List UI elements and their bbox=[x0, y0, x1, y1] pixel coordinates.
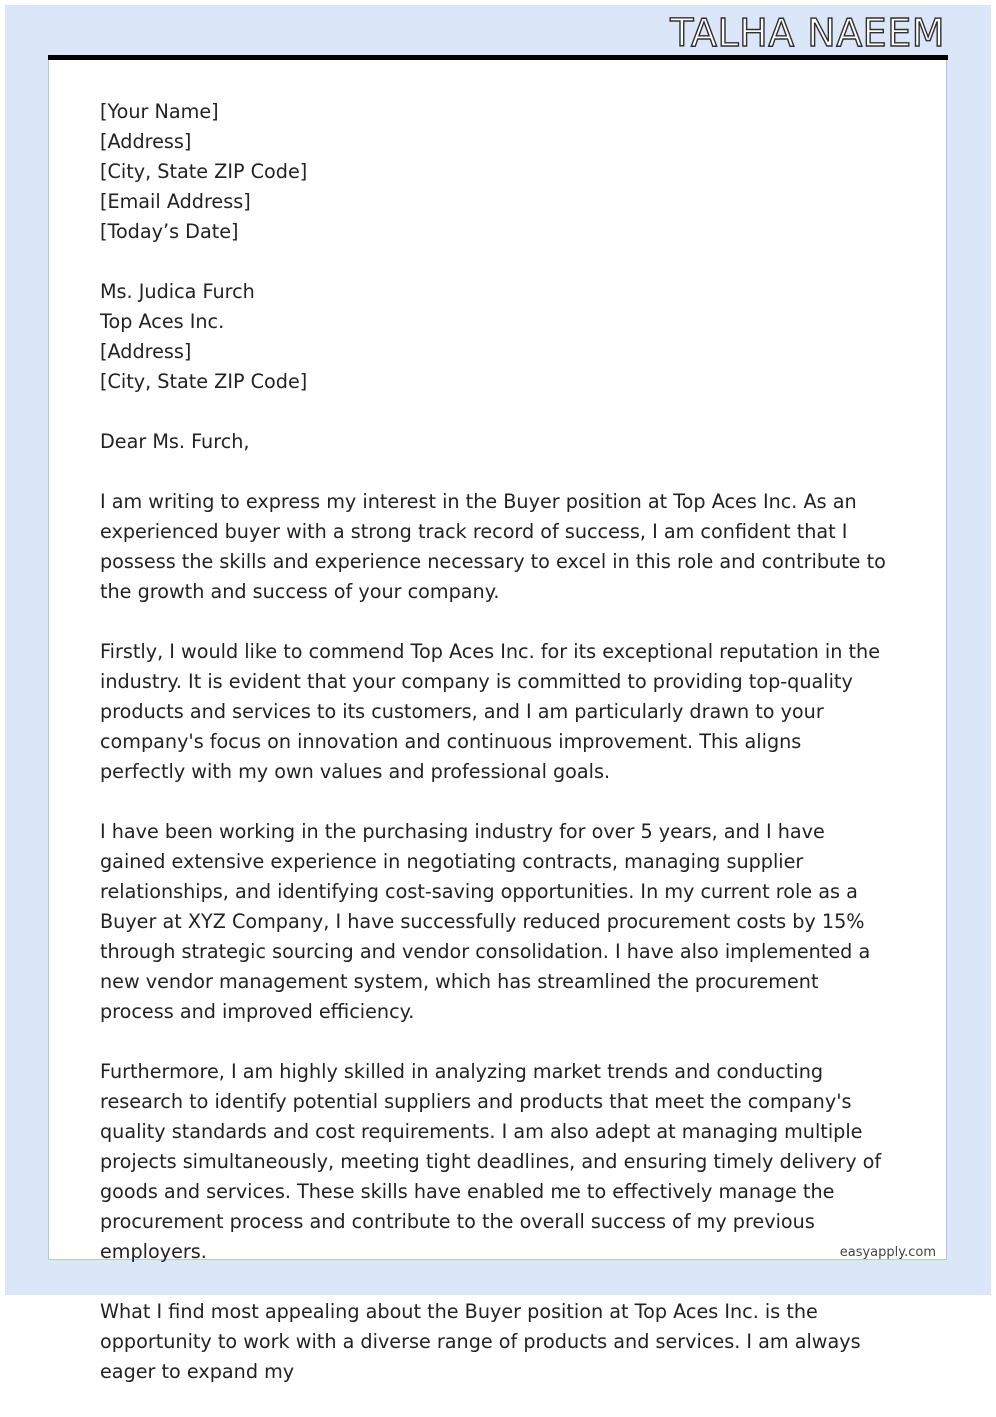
sender-name: [Your Name] bbox=[100, 100, 219, 123]
recipient-city-state-zip: [City, State ZIP Code] bbox=[100, 370, 308, 393]
recipient-company: Top Aces Inc. bbox=[100, 310, 225, 333]
sender-address: [Address] bbox=[100, 130, 192, 153]
body-paragraph: What I find most appealing about the Buyer position at Top Aces Inc. is the opportunity to work with a diverse range of products and services. I am always eager to expand my bbox=[100, 1300, 861, 1383]
sender-block bbox=[100, 97, 900, 247]
watermark: easyapply.com bbox=[839, 1245, 936, 1260]
body-paragraph: Firstly, I would like to commend Top Aces Inc. for its exceptional reputation in the industry. It is evident that your company is committed to providing top-quality products and services to its customers, and I am particularly drawn to your company's focus on innovation and continuous improvement. This aligns perfectly with my own values and professional goals. bbox=[100, 640, 880, 783]
recipient-address: [Address] bbox=[100, 340, 192, 363]
salutation: Dear Ms. Furch, bbox=[100, 430, 250, 453]
sender-date: [Today’s Date] bbox=[100, 220, 239, 243]
recipient-block bbox=[100, 277, 900, 397]
body-paragraph: I am writing to express my interest in the Buyer position at Top Aces Inc. As an experienced buyer with a strong track record of success, I am confident that I possess the skills and experience necessary to excel in this role and contribute to the growth and success of your company. bbox=[100, 490, 886, 603]
sender-email: [Email Address] bbox=[100, 190, 251, 213]
sender-city-state-zip: [City, State ZIP Code] bbox=[100, 160, 308, 183]
body-paragraph: Furthermore, I am highly skilled in analyzing market trends and conducting research to identify potential suppliers and products that meet the company's quality standards and cost requirements. I am also adept at managing multiple projects simultaneously, meeting tight deadlines, and ensuring timely delivery of goods and services. These skills have enabled me to effectively manage the procurement process and contribute to the overall success of my previous employers. bbox=[100, 1060, 882, 1263]
cover-letter bbox=[100, 97, 900, 1417]
recipient-name: Ms. Judica Furch bbox=[100, 280, 255, 303]
header-name: TALHA NAEEM bbox=[670, 11, 945, 55]
body-paragraph: I have been working in the purchasing industry for over 5 years, and I have gained extensive experience in negotiating contracts, managing supplier relationships, and identifying cost-saving opportunities. In my current role as a Buyer at XYZ Company, I have successfully reduced procurement costs by 15% through strategic sourcing and vendor consolidation. I have also implemented a new vendor management system, which has streamlined the procurement process and improved efficiency. bbox=[100, 820, 871, 1023]
